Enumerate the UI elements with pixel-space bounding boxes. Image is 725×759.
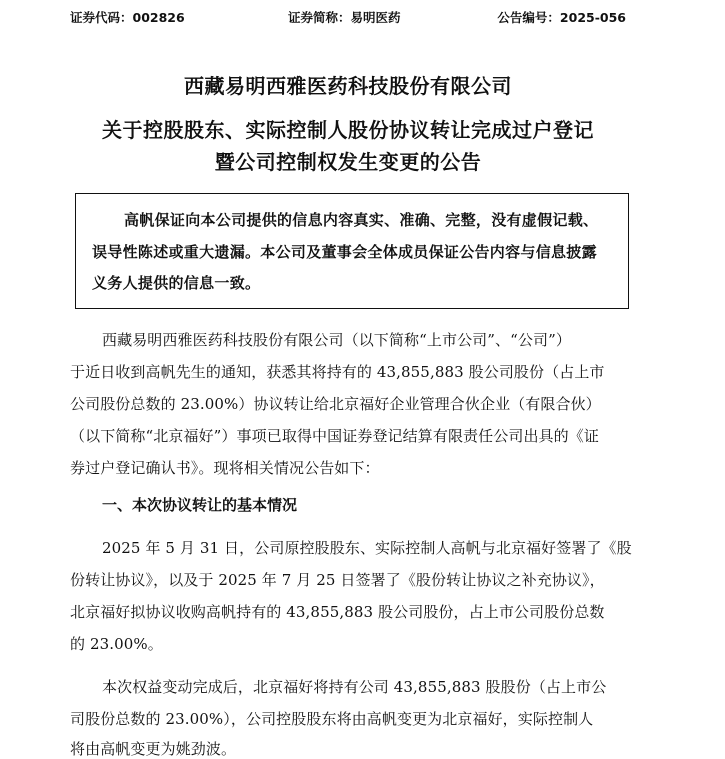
disclosure-notice-box (75, 193, 629, 309)
paragraph-line: 北京福好拟协议收购高帆持有的 43,855,883 股公司股份，占上市公司股份总数 (70, 603, 605, 621)
notice-line: 误导性陈述或重大遗漏。本公司及董事会全体成员保证公告内容与信息披露 (92, 243, 597, 261)
notice-line: 高帆保证向本公司提供的信息内容真实、准确、完整，没有虚假记载、 (124, 211, 599, 229)
paragraph-line: 2025 年 5 月 31 日，公司原控股股东、实际控制人高帆与北京福好签署了《股 (102, 539, 632, 557)
announcement-title-line1: 关于控股股东、实际控制人股份协议转让完成过户登记 (102, 118, 594, 142)
paragraph-line: 的 23.00%。 (70, 635, 163, 653)
paragraph-line: （以下简称“北京福好”）事项已取得中国证券登记结算有限责任公司出具的《证 (70, 427, 599, 445)
announcement-title-line2: 暨公司控制权发生变更的公告 (214, 150, 482, 174)
paragraph-line: 份转让协议》，以及于 2025 年 7 月 25 日签署了《股份转让协议之补充协议》， (70, 571, 605, 589)
paragraph-line: 券过户登记确认书》。现将相关情况公告如下： (70, 459, 380, 477)
section-heading: 一、本次协议转让的基本情况 (102, 496, 298, 514)
paragraph-line: 本次权益变动完成后，北京福好将持有公司 43,855,883 股股份（占上市公 (102, 678, 607, 696)
announcement-number: 公告编号：2025-056 (497, 10, 626, 25)
document-header (70, 8, 626, 28)
paragraph-line: 将由高帆变更为姚劲波。 (70, 740, 237, 758)
company-title: 西藏易明西雅医药科技股份有限公司 (184, 74, 512, 98)
paragraph-line: 西藏易明西雅医药科技股份有限公司（以下简称“上市公司”、“公司”） (102, 331, 571, 349)
paragraph-line: 司股份总数的 23.00%），公司控股股东将由高帆变更为北京福好，实际控制人 (70, 710, 594, 728)
security-name: 证券简称：易明医药 (288, 10, 401, 25)
security-code: 证券代码：002826 (70, 10, 185, 25)
notice-line: 义务人提供的信息一致。 (92, 274, 261, 292)
paragraph-line: 公司股份总数的 23.00%）协议转让给北京福好企业管理合伙企业（有限合伙） (70, 395, 601, 413)
paragraph-line: 于近日收到高帆先生的通知，获悉其将持有的 43,855,883 股公司股份（占上市 (70, 363, 605, 381)
